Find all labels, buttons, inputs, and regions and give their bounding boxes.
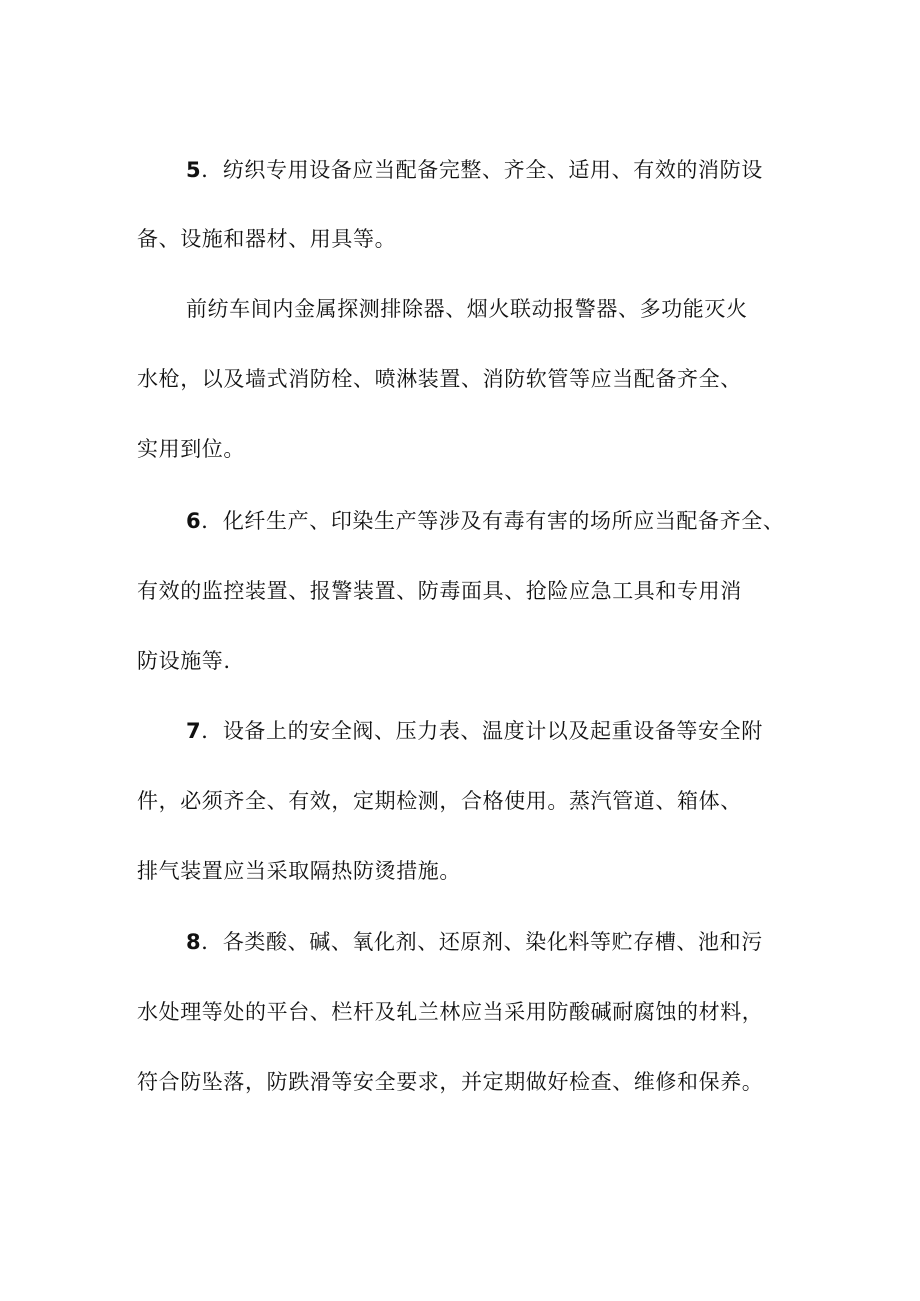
paragraph-6-line-2: 有效的监控装置、报警装置、防毒面具、抢险应急工具和专用消: [137, 579, 742, 603]
paragraph-5-line-1: 5．纺织专用设备应当配备完整、齐全、适用、有效的消防设: [186, 158, 763, 182]
paragraph-6-line-1: 6．化纤生产、印染生产等涉及有毒有害的场所应当配备齐全、: [186, 509, 785, 533]
paragraph-front-spinning-line-1: 前纺车间内金属探测排除器、烟火联动报警器、多功能灭火: [186, 297, 748, 321]
paragraph-6-line-3: 防设施等.: [137, 649, 231, 673]
paragraph-8-line-2: 水处理等处的平台、栏杆及轧兰林应当采用防酸碱耐腐蚀的材料，: [137, 1000, 764, 1024]
item-number-8: 8: [186, 930, 202, 954]
item-number-7: 7: [186, 719, 202, 743]
paragraph-front-spinning-line-2: 水枪，以及墙式消防栓、喷淋装置、消防软管等应当配备齐全、: [137, 367, 742, 391]
paragraph-7-line-2: 件，必须齐全、有效，定期检测，合格使用。蒸汽管道、箱体、: [137, 789, 742, 813]
paragraph-8-line-3: 符合防坠落，防跌滑等安全要求，并定期做好检查、维修和保养。: [137, 1070, 764, 1094]
paragraph-7-line-3: 排气装置应当采取隔热防烫措施。: [137, 859, 461, 883]
paragraph-7-line-1: 7．设备上的安全阀、压力表、温度计以及起重设备等安全附: [186, 719, 763, 743]
item-number-5: 5: [186, 158, 202, 182]
paragraph-front-spinning-line-3: 实用到位。: [137, 437, 245, 461]
paragraph-8-line-1: 8．各类酸、碱、氧化剂、还原剂、染化料等贮存槽、池和污: [186, 930, 763, 954]
paragraph-5-line-2: 备、设施和器材、用具等。: [137, 227, 397, 251]
item-number-6: 6: [186, 509, 202, 533]
